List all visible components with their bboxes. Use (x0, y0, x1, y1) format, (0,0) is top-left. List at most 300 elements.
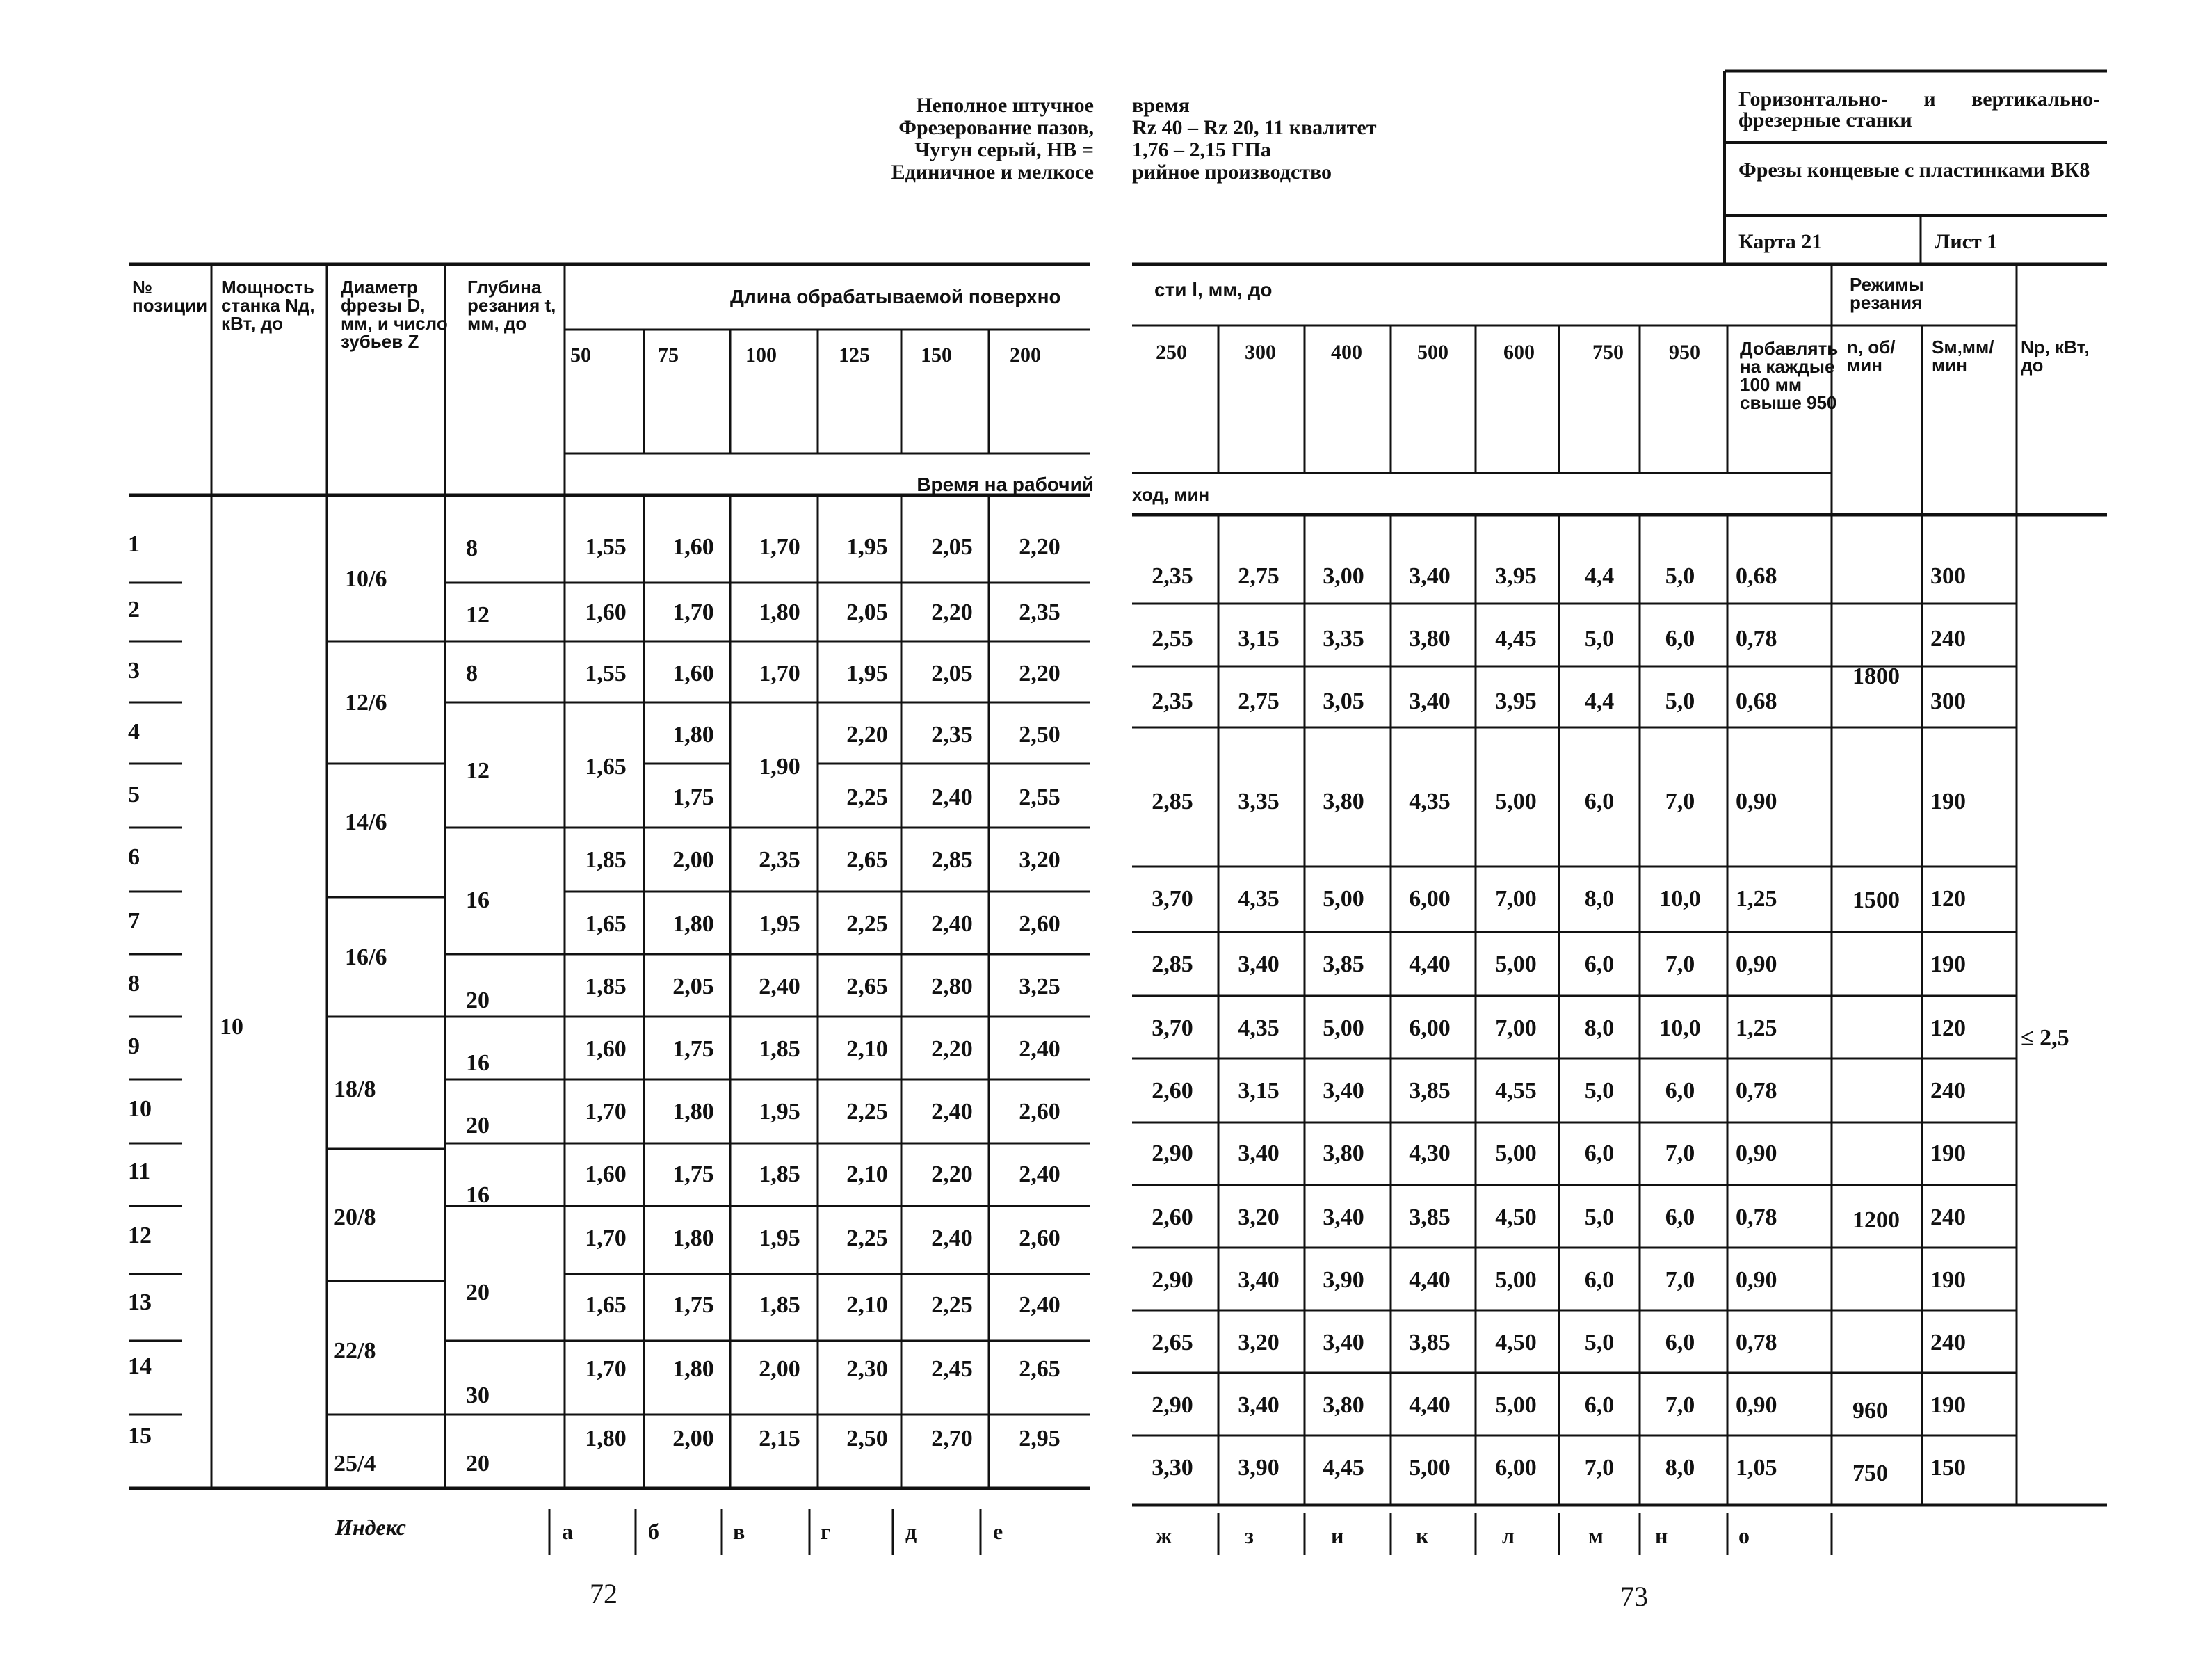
time-cell: 8,0 (1584, 886, 1615, 912)
add-cell: 0,90 (1736, 1267, 1777, 1293)
time-cell: 2,50 (1019, 722, 1060, 748)
length-header: 100 (745, 344, 777, 367)
time-cell: 1,80 (672, 1356, 714, 1382)
time-cell: 5,0 (1665, 563, 1695, 589)
time-cell: 2,60 (1019, 1099, 1060, 1125)
time-cell: 3,15 (1238, 1078, 1279, 1104)
s-cell: 190 (1930, 951, 1966, 977)
time-cell: 2,20 (846, 722, 888, 748)
time-cell: 2,20 (931, 1036, 973, 1062)
time-cell: 8,0 (1584, 1015, 1615, 1041)
header-right-line-3: 1,76 – 2,15 ГПа (1132, 138, 1271, 161)
add-cell: 1,25 (1736, 886, 1777, 912)
add-cell: 1,05 (1736, 1455, 1777, 1481)
time-cell: 2,05 (931, 534, 973, 560)
col-header-pos: № позиции (132, 277, 208, 316)
header-left-line-2: Фрезерование пазов, (898, 116, 1094, 139)
time-cell: 6,00 (1495, 1455, 1537, 1481)
index-letter: з (1245, 1523, 1254, 1548)
time-cell: 2,40 (931, 784, 973, 810)
time-cell: 4,40 (1409, 1392, 1451, 1418)
s-cell: 300 (1930, 563, 1966, 589)
diameter: 14/6 (345, 810, 387, 835)
time-cell: 1,70 (759, 661, 800, 686)
time-cell: 1,95 (759, 1225, 800, 1251)
depth: 8 (466, 535, 478, 561)
depth: 12 (466, 602, 490, 628)
length-header: 300 (1245, 341, 1276, 364)
index-letter: л (1502, 1523, 1515, 1548)
time-cell: 1,60 (672, 661, 714, 686)
s-cell: 240 (1930, 626, 1966, 652)
row-number: 3 (128, 658, 140, 684)
n-value: 1800 (1852, 663, 1900, 689)
time-cell: 7,0 (1665, 951, 1695, 977)
time-cell: 1,90 (759, 754, 800, 780)
time-cell: 5,00 (1323, 886, 1364, 912)
time-cell: 2,35 (1152, 688, 1193, 714)
time-cell: 4,35 (1238, 1015, 1279, 1041)
s-cell: 190 (1930, 1141, 1966, 1166)
time-cell: 2,75 (1238, 563, 1279, 589)
time-cell: 2,25 (846, 1225, 888, 1251)
time-cell: 3,35 (1323, 626, 1364, 652)
col-header-depth: Глубина резания t, мм, до (467, 277, 556, 334)
time-cell: 1,65 (585, 754, 627, 780)
index-letter: в (733, 1519, 745, 1544)
time-cell: 2,75 (1238, 688, 1279, 714)
header-left-line-4: Единичное и мелкосе (891, 161, 1094, 184)
time-cell: 5,00 (1323, 1015, 1364, 1041)
index-letter: д (905, 1519, 917, 1544)
time-cell: 6,0 (1584, 789, 1615, 814)
time-cell: 1,75 (672, 1161, 714, 1187)
time-cell: 2,40 (759, 974, 800, 999)
time-cell: 7,00 (1495, 886, 1537, 912)
depth: 30 (466, 1383, 490, 1408)
time-cell: 3,80 (1409, 626, 1451, 652)
time-cell: 2,70 (931, 1426, 973, 1451)
time-cell: 5,00 (1495, 1267, 1537, 1293)
n-value: 960 (1852, 1398, 1888, 1424)
time-cell: 7,0 (1665, 1141, 1695, 1166)
row-number: 12 (128, 1223, 152, 1248)
time-cell: 2,40 (931, 1225, 973, 1251)
n-value: 1200 (1852, 1207, 1900, 1233)
time-cell: 2,20 (931, 1161, 973, 1187)
time-cell: 2,80 (931, 974, 973, 999)
time-cell: 3,40 (1323, 1078, 1364, 1104)
time-cell: 2,05 (846, 599, 888, 625)
time-cell: 2,60 (1152, 1205, 1193, 1230)
row-number: 10 (128, 1096, 152, 1122)
time-cell: 3,80 (1323, 789, 1364, 814)
length-header: 950 (1669, 341, 1700, 364)
header-left-line-3: Чугун серый, НВ = (914, 138, 1094, 161)
time-cell: 2,40 (931, 1099, 973, 1125)
time-cell: 3,40 (1409, 563, 1451, 589)
time-cell: 1,75 (672, 1036, 714, 1062)
time-cell: 3,85 (1409, 1330, 1451, 1355)
time-cell: 1,80 (759, 599, 800, 625)
row-number: 8 (128, 971, 140, 997)
time-cell: 1,80 (672, 1225, 714, 1251)
add-cell: 0,78 (1736, 1078, 1777, 1104)
time-cell: 2,10 (846, 1292, 888, 1318)
time-cell: 3,25 (1019, 974, 1060, 999)
diameter: 18/8 (334, 1077, 376, 1102)
header-right-line-4: рийное производство (1132, 161, 1332, 184)
sheet-number: Лист 1 (1935, 230, 1998, 253)
time-cell: 3,85 (1323, 951, 1364, 977)
time-cell: 2,10 (846, 1161, 888, 1187)
index-letter: е (993, 1519, 1003, 1544)
time-cell: 3,40 (1238, 1141, 1279, 1166)
time-cell: 2,20 (1019, 661, 1060, 686)
time-cell: 1,65 (585, 1292, 627, 1318)
title-machine: Горизонтально- и вертикально-фрезерные станки (1738, 88, 2100, 131)
time-cell: 6,00 (1409, 1015, 1451, 1041)
index-letter: и (1331, 1523, 1344, 1548)
page-number-right: 73 (1620, 1581, 1648, 1612)
time-cell: 7,00 (1495, 1015, 1537, 1041)
n-value: 1500 (1852, 887, 1900, 913)
time-cell: 1,70 (585, 1356, 627, 1382)
time-cell: 6,0 (1665, 1330, 1695, 1355)
time-cell: 5,00 (1409, 1455, 1451, 1481)
time-cell: 2,10 (846, 1036, 888, 1062)
row-number: 11 (128, 1159, 151, 1184)
time-cell: 3,20 (1019, 847, 1060, 873)
power-value: 10 (220, 1014, 243, 1040)
depth: 20 (466, 1451, 490, 1476)
time-cell: 5,0 (1584, 626, 1615, 652)
time-cell: 4,45 (1495, 626, 1537, 652)
add-cell: 1,25 (1736, 1015, 1777, 1041)
time-cell: 2,35 (759, 847, 800, 873)
time-cell: 1,85 (759, 1036, 800, 1062)
time-cell: 1,70 (672, 599, 714, 625)
time-cell: 1,75 (672, 1292, 714, 1318)
time-cell: 7,0 (1665, 789, 1695, 814)
time-cell: 3,40 (1323, 1330, 1364, 1355)
time-cell: 5,0 (1665, 688, 1695, 714)
index-letter: г (821, 1519, 831, 1544)
add-cell: 0,90 (1736, 951, 1777, 977)
time-cell: 2,05 (672, 974, 714, 999)
length-header: 250 (1156, 341, 1187, 364)
time-cell: 2,25 (931, 1292, 973, 1318)
depth: 12 (466, 758, 490, 784)
diameter: 20/8 (334, 1205, 376, 1230)
time-cell: 6,0 (1584, 1141, 1615, 1166)
index-letter: м (1588, 1523, 1604, 1548)
time-cell: 2,55 (1152, 626, 1193, 652)
row-number: 9 (128, 1033, 140, 1059)
time-cell: 1,85 (585, 974, 627, 999)
time-cell: 1,85 (759, 1292, 800, 1318)
time-cell: 2,65 (846, 847, 888, 873)
time-cell: 4,40 (1409, 951, 1451, 977)
length-header: 500 (1417, 341, 1448, 364)
add-cell: 0,90 (1736, 1392, 1777, 1418)
time-cell: 2,20 (931, 599, 973, 625)
time-cell: 1,80 (672, 722, 714, 748)
depth: 20 (466, 1113, 490, 1138)
index-letter: к (1416, 1523, 1429, 1548)
time-cell: 4,4 (1584, 563, 1615, 589)
time-cell: 2,65 (1019, 1356, 1060, 1382)
time-cell: 2,65 (846, 974, 888, 999)
row-number: 5 (128, 782, 140, 807)
time-cell: 10,0 (1659, 1015, 1701, 1041)
time-cell: 3,40 (1238, 1267, 1279, 1293)
time-cell: 2,60 (1152, 1078, 1193, 1104)
time-cell: 4,4 (1584, 688, 1615, 714)
time-cell: 2,90 (1152, 1392, 1193, 1418)
time-cell: 5,00 (1495, 951, 1537, 977)
time-cell: 4,55 (1495, 1078, 1537, 1104)
col-header-np: Nр, кВт, до (2021, 337, 2090, 376)
time-cell: 1,95 (846, 661, 888, 686)
time-cell: 2,35 (931, 722, 973, 748)
time-cell: 3,95 (1495, 563, 1537, 589)
time-cell: 4,50 (1495, 1205, 1537, 1230)
time-cell: 1,75 (672, 784, 714, 810)
time-cell: 1,70 (585, 1225, 627, 1251)
row-number: 14 (128, 1353, 152, 1379)
time-cell: 6,0 (1665, 1078, 1695, 1104)
time-cell: 5,00 (1495, 789, 1537, 814)
time-cell: 1,60 (672, 534, 714, 560)
length-header: 200 (1010, 344, 1041, 367)
depth: 20 (466, 988, 490, 1013)
length-header: 600 (1503, 341, 1535, 364)
time-cell: 1,60 (585, 1161, 627, 1187)
time-cell: 2,25 (846, 784, 888, 810)
time-cell: 6,0 (1665, 1205, 1695, 1230)
time-cell: 3,05 (1323, 688, 1364, 714)
col-header-diam: Диаметр фрезы D, мм, и число зубьев Z (341, 277, 448, 352)
add-cell: 0,90 (1736, 789, 1777, 814)
time-cell: 1,80 (672, 911, 714, 937)
time-cell: 3,95 (1495, 688, 1537, 714)
time-cell: 3,30 (1152, 1455, 1193, 1481)
time-cell: 2,25 (846, 1099, 888, 1125)
time-cell: 3,40 (1409, 688, 1451, 714)
index-letter: ж (1156, 1523, 1172, 1548)
col-header-modes: Режимы резания (1850, 274, 1924, 313)
time-cell: 2,50 (846, 1426, 888, 1451)
col-header-add: Добавлять на каждые 100 мм свыше 950 (1740, 338, 1839, 413)
time-cell: 3,20 (1238, 1205, 1279, 1230)
time-cell: 2,90 (1152, 1267, 1193, 1293)
header-left-line-1: Неполное штучное (916, 94, 1094, 117)
time-cell: 7,0 (1665, 1267, 1695, 1293)
col-header-time-left: Время на рабочий (917, 474, 1094, 495)
time-cell: 2,55 (1019, 784, 1060, 810)
time-cell: 2,40 (1019, 1036, 1060, 1062)
time-cell: 3,40 (1238, 951, 1279, 977)
time-cell: 2,85 (1152, 789, 1193, 814)
time-cell: 1,95 (846, 534, 888, 560)
time-cell: 3,00 (1323, 563, 1364, 589)
index-label: Индекс (335, 1515, 406, 1540)
index-letter: б (648, 1519, 659, 1544)
add-cell: 0,68 (1736, 688, 1777, 714)
time-cell: 2,40 (1019, 1161, 1060, 1187)
diameter: 12/6 (345, 690, 387, 716)
time-cell: 3,20 (1238, 1330, 1279, 1355)
s-cell: 240 (1930, 1205, 1966, 1230)
add-cell: 0,78 (1736, 1330, 1777, 1355)
col-header-power: Мощность станка Nд, кВт, до (221, 277, 315, 334)
time-cell: 4,45 (1323, 1455, 1364, 1481)
add-cell: 0,78 (1736, 1205, 1777, 1230)
time-cell: 4,35 (1409, 789, 1451, 814)
time-cell: 1,70 (585, 1099, 627, 1125)
time-cell: 3,80 (1323, 1392, 1364, 1418)
depth: 16 (466, 1050, 490, 1076)
time-cell: 3,80 (1323, 1141, 1364, 1166)
header-right-line-2: Rz 40 – Rz 20, 11 квалитет (1132, 116, 1377, 139)
time-cell: 2,40 (1019, 1292, 1060, 1318)
time-cell: 3,90 (1238, 1455, 1279, 1481)
time-cell: 1,95 (759, 1099, 800, 1125)
time-cell: 2,60 (1019, 911, 1060, 937)
time-cell: 3,15 (1238, 626, 1279, 652)
s-cell: 190 (1930, 1267, 1966, 1293)
time-cell: 5,0 (1584, 1205, 1615, 1230)
time-cell: 2,00 (759, 1356, 800, 1382)
row-number: 7 (128, 908, 140, 934)
index-letter: о (1738, 1523, 1750, 1548)
diameter: 25/4 (334, 1451, 376, 1476)
depth: 16 (466, 1182, 490, 1208)
diameter: 22/8 (334, 1338, 376, 1364)
row-number: 15 (128, 1423, 152, 1449)
row-number: 4 (128, 719, 140, 745)
length-header: 750 (1592, 341, 1624, 364)
s-cell: 150 (1930, 1455, 1966, 1481)
time-cell: 1,80 (672, 1099, 714, 1125)
depth: 20 (466, 1280, 490, 1305)
time-cell: 5,0 (1584, 1330, 1615, 1355)
length-header: 75 (658, 344, 679, 367)
time-cell: 1,55 (585, 534, 627, 560)
add-cell: 0,68 (1736, 563, 1777, 589)
page-number-left: 72 (590, 1578, 617, 1609)
time-cell: 5,00 (1495, 1141, 1537, 1166)
time-cell: 2,90 (1152, 1141, 1193, 1166)
time-cell: 7,0 (1584, 1455, 1615, 1481)
time-cell: 4,30 (1409, 1141, 1451, 1166)
length-header: 400 (1331, 341, 1362, 364)
time-cell: 7,0 (1665, 1392, 1695, 1418)
row-number: 6 (128, 844, 140, 870)
col-header-s: Sм,мм/мин (1932, 337, 1994, 376)
s-cell: 190 (1930, 789, 1966, 814)
time-cell: 10,0 (1659, 886, 1701, 912)
index-letter: а (562, 1519, 573, 1544)
time-cell: 3,90 (1323, 1267, 1364, 1293)
title-tool: Фрезы концевые с пластинками ВК8 (1738, 159, 2090, 182)
time-cell: 8,0 (1665, 1455, 1695, 1481)
time-cell: 6,0 (1665, 626, 1695, 652)
index-letter: н (1655, 1523, 1668, 1548)
length-header: 50 (570, 344, 591, 367)
time-cell: 2,85 (931, 847, 973, 873)
time-cell: 4,50 (1495, 1330, 1537, 1355)
time-cell: 2,00 (672, 1426, 714, 1451)
n-value: 750 (1852, 1460, 1888, 1486)
s-cell: 120 (1930, 886, 1966, 912)
col-header-time-right: ход, мин (1132, 484, 1210, 505)
time-cell: 1,85 (759, 1161, 800, 1187)
time-cell: 4,40 (1409, 1267, 1451, 1293)
time-cell: 2,60 (1019, 1225, 1060, 1251)
add-cell: 0,90 (1736, 1141, 1777, 1166)
s-cell: 240 (1930, 1330, 1966, 1355)
time-cell: 3,85 (1409, 1205, 1451, 1230)
time-cell: 1,80 (585, 1426, 627, 1451)
diameter: 10/6 (345, 566, 387, 592)
s-cell: 240 (1930, 1078, 1966, 1104)
time-cell: 2,00 (672, 847, 714, 873)
time-cell: 3,35 (1238, 789, 1279, 814)
add-cell: 0,78 (1736, 626, 1777, 652)
time-cell: 3,85 (1409, 1078, 1451, 1104)
time-cell: 6,0 (1584, 1392, 1615, 1418)
header-right-line-1: время (1132, 94, 1190, 117)
depth: 16 (466, 887, 490, 913)
time-cell: 2,45 (931, 1356, 973, 1382)
time-cell: 2,85 (1152, 951, 1193, 977)
col-header-length-right: сти l, мм, до (1154, 279, 1273, 300)
time-cell: 1,60 (585, 599, 627, 625)
row-number: 1 (128, 531, 140, 557)
time-cell: 3,40 (1238, 1392, 1279, 1418)
time-cell: 4,35 (1238, 886, 1279, 912)
time-cell: 1,55 (585, 661, 627, 686)
col-header-n: n, об/мин (1847, 337, 1896, 376)
time-cell: 6,00 (1409, 886, 1451, 912)
row-number: 2 (128, 597, 140, 622)
time-cell: 3,40 (1323, 1205, 1364, 1230)
time-cell: 2,20 (1019, 534, 1060, 560)
card-number: Карта 21 (1738, 230, 1823, 253)
np-value: ≤ 2,5 (2021, 1025, 2069, 1051)
time-cell: 2,35 (1152, 563, 1193, 589)
time-cell: 1,65 (585, 911, 627, 937)
length-header: 125 (839, 344, 870, 367)
time-cell: 5,00 (1495, 1392, 1537, 1418)
time-cell: 3,70 (1152, 886, 1193, 912)
time-cell: 1,95 (759, 911, 800, 937)
time-cell: 2,15 (759, 1426, 800, 1451)
time-cell: 1,60 (585, 1036, 627, 1062)
s-cell: 300 (1930, 688, 1966, 714)
time-cell: 5,0 (1584, 1078, 1615, 1104)
time-cell: 2,95 (1019, 1426, 1060, 1451)
time-cell: 2,35 (1019, 599, 1060, 625)
time-cell: 2,05 (931, 661, 973, 686)
time-cell: 1,85 (585, 847, 627, 873)
col-header-length-left: Длина обрабатываемой поверхно (730, 286, 1061, 307)
time-cell: 2,65 (1152, 1330, 1193, 1355)
diameter: 16/6 (345, 944, 387, 970)
time-cell: 2,40 (931, 911, 973, 937)
